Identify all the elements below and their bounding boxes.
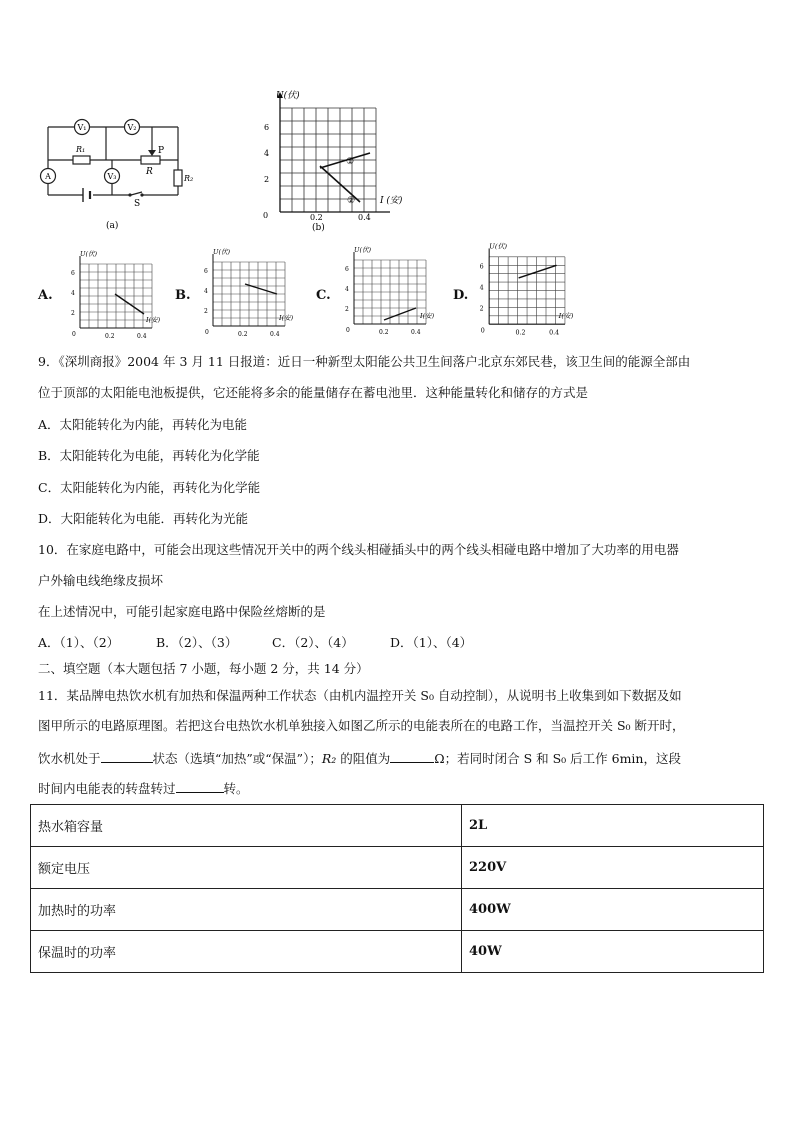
circuit-diagram	[38, 100, 198, 235]
table-cell-value: 220V	[462, 847, 764, 889]
table-row	[31, 889, 764, 931]
option-d-y-label: U(伏)	[489, 242, 508, 251]
line-label-1: ①	[346, 157, 355, 167]
option-d-y-tick: 4	[479, 284, 484, 292]
q11-line4	[38, 780, 249, 797]
table-cell-value: 40W	[462, 931, 764, 973]
option-d-x-tick: 0.2	[515, 329, 526, 337]
table-cell-label: 额定电压	[31, 847, 462, 889]
q9-option-d: D．大阳能转化为电能．再转化为光能	[38, 511, 249, 526]
line-1	[320, 153, 370, 168]
table-cell-value: 2L	[462, 805, 764, 847]
table-cell-label: 加热时的功率	[31, 889, 462, 931]
option-d-y-tick: 6	[479, 263, 484, 271]
option-a-y-tick: 6	[71, 270, 75, 277]
q10-line1: 10．在家庭电路中，可能会出现这些情况开关中的两个线头相碰插头中的两个线头相碰电路中增加了大功率的用电器	[38, 542, 679, 557]
answer-blank-3[interactable]	[176, 780, 224, 793]
y-tick-4: 4	[264, 149, 270, 158]
option-a-graph	[60, 248, 170, 343]
option-b-letter: B.	[175, 288, 191, 303]
label-r2: R₂	[184, 174, 194, 183]
option-a-x-tick: 0.4	[137, 333, 147, 340]
option-b-x-tick: 0	[205, 329, 209, 336]
option-c-y-label: U(伏)	[354, 246, 372, 254]
q9-line1: 9．《深圳商报》2004 年 3 月 11 日报道：近日一种新型太阳能公共卫生间落户北京东郊民巷，该卫生间的能源全部由	[38, 354, 691, 369]
meter-a: A	[45, 172, 51, 181]
q11-line4-a: 时间内电能表的转盘转过	[38, 781, 176, 796]
q11-line2: 图甲所示的电路原理图。若把这台电热饮水机单独接入如图乙所示的电能表所在的电路工作，当温控开关 S₀ 断开时，	[38, 718, 685, 733]
option-c-letter: C.	[316, 288, 331, 303]
meter-v1: V₁	[77, 123, 87, 132]
x-tick-0.4: 0.4	[358, 213, 371, 222]
option-d-y-tick: 2	[479, 305, 484, 313]
q9-option-b: B．太阳能转化为电能，再转化为化学能	[38, 448, 260, 463]
q11-line3	[38, 750, 681, 767]
option-d-x-label: I(安)	[558, 311, 574, 320]
q10-line3: 在上述情况中，可能引起家庭电路中保险丝熔断的是	[38, 604, 326, 619]
option-b-y-tick: 6	[204, 268, 208, 275]
line-label-2: ②	[347, 196, 356, 206]
q11-line3-a: 饮水机处于	[38, 751, 101, 766]
label-r: R	[146, 167, 153, 177]
q11-line1: 11．某品牌电热饮水机有加热和保温两种工作状态（由机内温控开关 S₀ 自动控制），从说明书上收集到如下数据及如	[38, 688, 682, 703]
x-tick-0.2: 0.2	[310, 213, 323, 222]
caption-b: (b)	[312, 223, 325, 233]
table-cell-value: 400W	[462, 889, 764, 931]
option-b-x-label: I(安)	[279, 314, 294, 322]
option-a-y-tick: 4	[71, 290, 75, 297]
q9-line2: 位于顶部的太阳能电池板提供，它还能将多余的能量储存在蓄电池里．这种能量转化和储存的方式是	[38, 385, 589, 400]
option-a-y-tick: 2	[71, 310, 75, 317]
option-b-x-tick: 0.2	[238, 331, 248, 338]
q9-option-a: A．太阳能转化为内能，再转化为电能	[38, 417, 248, 432]
q10-option-d: D．（1）、（4）	[390, 635, 473, 650]
q10-line2: 户外输电线绝缘皮损坏	[38, 573, 164, 588]
option-a-y-label: U(伏)	[80, 250, 98, 258]
meter-v2: V₂	[127, 123, 137, 132]
q10-option-b: B．（2）、（3）	[156, 635, 238, 650]
q11-line4-b: 转。	[223, 781, 249, 796]
q10-option-c: C．（2）、（4）	[272, 635, 354, 650]
table-cell-label: 热水箱容量	[31, 805, 462, 847]
label-s: S	[134, 199, 141, 209]
option-c-x-label: I(安)	[420, 312, 435, 320]
answer-blank-2[interactable]	[390, 750, 434, 763]
option-c-y-tick: 2	[345, 306, 349, 313]
option-c-y-tick: 6	[345, 266, 349, 273]
option-d-graph	[468, 240, 584, 340]
q11-r2: R₂	[321, 751, 337, 766]
q9-option-c: C．太阳能转化为内能，再转化为化学能	[38, 480, 261, 495]
option-c-x-tick: 0.4	[411, 329, 421, 336]
x-axis-label: I (安)	[380, 196, 403, 206]
option-c-x-tick: 0	[346, 327, 350, 334]
table-row	[31, 805, 764, 847]
option-c-y-tick: 4	[345, 286, 349, 293]
y-tick-2: 2	[264, 175, 270, 184]
label-p: P	[158, 146, 165, 156]
answer-blank-1[interactable]	[101, 750, 153, 763]
option-a-x-tick: 0	[72, 331, 76, 338]
option-d-x-tick: 0	[480, 327, 485, 335]
option-b-x-tick: 0.4	[270, 331, 280, 338]
option-b-y-tick: 4	[204, 288, 208, 295]
label-r1: R₁	[76, 145, 86, 154]
option-b-graph	[193, 246, 303, 341]
option-d-letter: D.	[453, 288, 469, 303]
option-a-letter: A.	[38, 288, 53, 303]
table-row	[31, 931, 764, 973]
option-a-x-label: I(安)	[146, 316, 161, 324]
q11-line3-b: 状态（选填“加热”或“保温”）；	[152, 751, 322, 766]
q11-line3-d: 的阻值为	[336, 751, 391, 766]
x-tick-0: 0	[263, 211, 269, 220]
option-b-y-label: U(伏)	[213, 248, 231, 256]
caption-a: (a)	[106, 221, 119, 231]
option-c-graph	[334, 244, 444, 339]
meter-v3: V₃	[107, 172, 117, 181]
q11-line3-e: Ω；若同时闭合 S 和 S₀ 后工作 6min，这段	[434, 751, 681, 766]
option-d-x-tick: 0.4	[549, 329, 560, 337]
table-row	[31, 847, 764, 889]
q10-option-a: A．（1）、（2）	[38, 635, 120, 650]
spec-table	[30, 804, 764, 973]
section-heading: 二、填空题（本大题包括 7 小题，每小题 2 分，共 14 分）	[38, 661, 369, 676]
option-a-x-tick: 0.2	[105, 333, 115, 340]
y-tick-6: 6	[264, 123, 270, 132]
option-c-x-tick: 0.2	[379, 329, 389, 336]
option-b-y-tick: 2	[204, 308, 208, 315]
graph-b	[250, 86, 420, 236]
table-cell-label: 保温时的功率	[31, 931, 462, 973]
y-axis-label: U(伏)	[276, 91, 300, 101]
